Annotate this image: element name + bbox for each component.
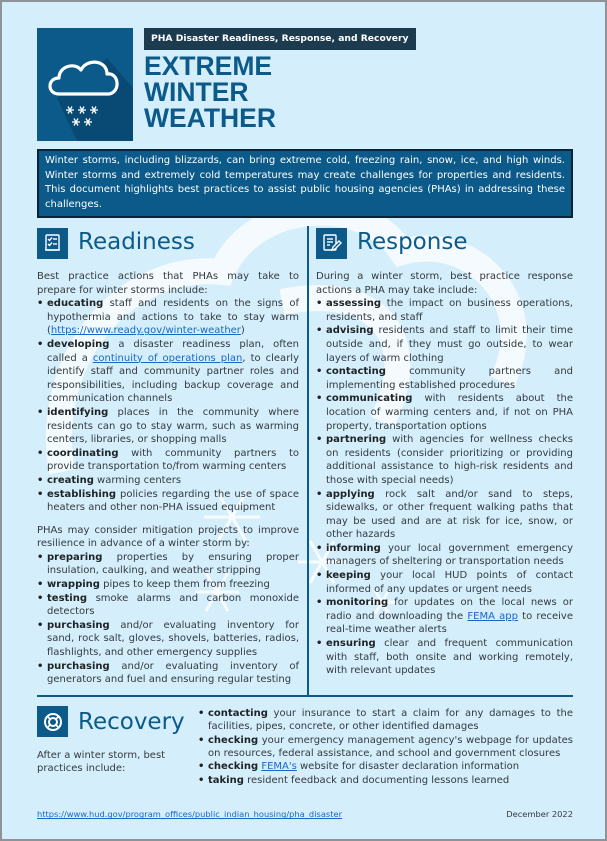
readiness-title: Readiness [78, 229, 195, 256]
item-keyword: purchasing [47, 660, 110, 672]
item-text: website for disaster declaration information [296, 761, 520, 773]
item-text: pipes to keep them from freezing [99, 579, 270, 591]
response-section [309, 226, 573, 695]
item-keyword: testing [47, 592, 87, 604]
snow-cloud-logo [37, 28, 133, 141]
item-text: with residents about the location of warming centers and, if not on PHA property, transportation options [326, 393, 573, 432]
list-item [37, 592, 299, 619]
recovery-left [37, 705, 198, 787]
item-text: your insurance to start a claim for any damages to the facilities, pipes, concrete, or other identified damages [208, 707, 573, 733]
header [37, 28, 573, 141]
item-text: and/or evaluating inventory for sand, rock salt, gloves, shovels, batteries, radios, flashlights, and other emergency supplies [47, 619, 299, 659]
footer-hud-link[interactable]: https://www.hud.gov/program_offices/public_indian_housing/pha_disaster [37, 809, 342, 820]
snow-cloud-icon [37, 28, 133, 141]
item-keyword: coordinating [47, 447, 119, 459]
item-text: places in the community where residents can go to stay warm, such as warming centers, libraries, or shopping malls [47, 406, 299, 446]
list-item [316, 392, 573, 433]
item-text: policies regarding the use of space heaters and other non-PHA issued equipment [47, 488, 299, 514]
list-item [316, 596, 573, 637]
item-keyword: partnering [326, 434, 387, 446]
item-keyword: contacting [326, 366, 386, 378]
item-text: smoke alarms and carbon monoxide detectors [47, 592, 299, 618]
item-keyword: monitoring [326, 597, 389, 609]
checklist-icon [37, 228, 68, 259]
edit-document-icon [316, 228, 347, 259]
mitigation-intro: PHAs may consider mitigation projects to improve resilience in advance of a winter storm by: [37, 524, 299, 550]
list-item [37, 551, 299, 578]
item-keyword: taking [208, 774, 244, 786]
list-item [316, 365, 573, 392]
columns [37, 226, 573, 697]
lifebuoy-icon [37, 706, 68, 737]
item-text: resident feedback and documenting lessons learned [243, 774, 510, 786]
item-keyword: assessing [326, 298, 382, 310]
item-keyword: developing [47, 338, 110, 350]
list-item [37, 474, 299, 488]
item-text: ) [240, 325, 245, 337]
item-keyword: creating [47, 474, 94, 486]
list-item [37, 297, 299, 338]
list-item [37, 406, 299, 447]
item-text: a disaster readiness plan, often called a [47, 338, 299, 364]
list-item [37, 619, 299, 660]
response-title: Response [357, 229, 468, 256]
item-text: your emergency management agency's webpage for updates on resources, federal assistance, and school and government closures [208, 734, 573, 760]
readiness-intro: Best practice actions that PHAs may take to prepare for winter storms include: [37, 271, 299, 296]
fema-app-link[interactable]: FEMA app [467, 610, 518, 622]
item-text: with agencies for wellness checks on residents (consider prioritizing or providing additional assistance to high-risk residents and those with special needs) [326, 434, 573, 486]
list-item [37, 338, 299, 406]
list-item [198, 760, 573, 773]
item-keyword: checking [208, 734, 259, 746]
readiness-section [37, 226, 309, 695]
item-keyword: applying [326, 488, 375, 500]
response-list [316, 297, 573, 678]
item-keyword: preparing [47, 551, 103, 563]
item-text: rock salt and/or sand to steps, sidewalks, or other frequent walking paths that may be used and are at risk for ice, snow, or other hazards [326, 488, 573, 541]
item-keyword: advising [326, 325, 374, 337]
list-item [316, 324, 573, 365]
item-keyword: communicating [326, 393, 413, 405]
list-item [37, 578, 299, 592]
footer-date: December 2022 [506, 809, 573, 820]
item-keyword: purchasing [47, 619, 110, 631]
recovery-intro: After a winter storm, best practices include: [37, 749, 166, 775]
list-item [37, 488, 299, 515]
continuity-plan-link[interactable]: continuity of operations plan [92, 352, 243, 364]
response-intro: During a winter storm, best practice response actions a PHA may take include: [316, 271, 573, 296]
header-text [144, 28, 416, 131]
recovery-section [37, 705, 573, 787]
recovery-title: Recovery [78, 708, 185, 735]
list-item [37, 660, 299, 687]
list-item [37, 447, 299, 474]
list-item [316, 569, 573, 596]
title-line: WEATHER [144, 103, 276, 133]
item-keyword: wrapping [47, 579, 100, 591]
list-item [316, 297, 573, 324]
item-text: and/or evaluating inventory of generators and fuel and ensuring regular testing [47, 660, 299, 686]
list-item [198, 707, 573, 734]
page-title [144, 53, 276, 131]
item-text: with community partners to provide transportation to/from warming centers [47, 447, 299, 473]
item-keyword: checking [208, 761, 259, 773]
item-text: your local HUD points of contact informed of any updates or urgent needs [326, 570, 573, 595]
item-keyword: educating [47, 298, 104, 310]
list-item [316, 488, 573, 542]
list-item [316, 542, 573, 569]
recovery-header [37, 705, 198, 739]
page [2, 2, 605, 839]
title-line: WINTER [144, 77, 249, 107]
item-text: staff and residents on the signs of hypothermia and actions to take to stay warm ( [47, 298, 299, 337]
item-text: warming centers [93, 474, 182, 486]
item-text: your local government emergency managers of sheltering or transportation needs [326, 542, 573, 568]
readiness-list [37, 297, 299, 515]
fema-website-link[interactable]: FEMA's [261, 761, 297, 773]
list-item [316, 433, 573, 487]
item-keyword: informing [326, 542, 381, 554]
item-keyword: identifying [47, 406, 109, 418]
list-item [198, 734, 573, 761]
list-item [198, 774, 573, 787]
item-text: , to clearly identify staff and community partner roles and responsibilities, including backup coverage and communication channels [47, 352, 299, 405]
item-text: the impact on business operations, residents, and staff [326, 298, 573, 323]
readiness-header [37, 226, 299, 260]
item-keyword: ensuring [326, 638, 376, 650]
item-text: to receive real-time weather alerts [326, 610, 573, 636]
intro-box: Winter storms, including blizzards, can bring extreme cold, freezing rain, snow, ice, and high winds. Winter storms and extremely cold temperatures may create challenges for properties and residents. This document highlights best practices to assist public housing agencies (PHAs) in addressing these challenges. [37, 149, 573, 218]
item-text: residents and staff to limit their time outside and, if they must go outside, to wear layers of warm clothing [326, 325, 573, 364]
mitigation-list [37, 551, 299, 687]
item-keyword: keeping [326, 570, 371, 582]
list-item [316, 637, 573, 678]
item-text: clear and frequent communication with staff, both onsite and working remotely, with relevant updates [326, 638, 573, 677]
footer [37, 809, 573, 819]
item-text: properties by ensuring proper insulation, caulking, and weather stripping [47, 551, 299, 577]
page-content [37, 28, 573, 819]
item-text: community partners and implementing established procedures [326, 366, 573, 391]
item-keyword: establishing [47, 488, 117, 500]
header-kicker: PHA Disaster Readiness, Response, and Recovery [144, 28, 416, 50]
recovery-list [198, 705, 573, 787]
response-header [316, 226, 573, 260]
item-text: for updates on the local news or radio and downloading the [326, 597, 573, 622]
ready-gov-link[interactable]: https://www.ready.gov/winter-weather [50, 325, 241, 337]
item-keyword: contacting [208, 707, 268, 719]
title-line: EXTREME [144, 51, 273, 81]
